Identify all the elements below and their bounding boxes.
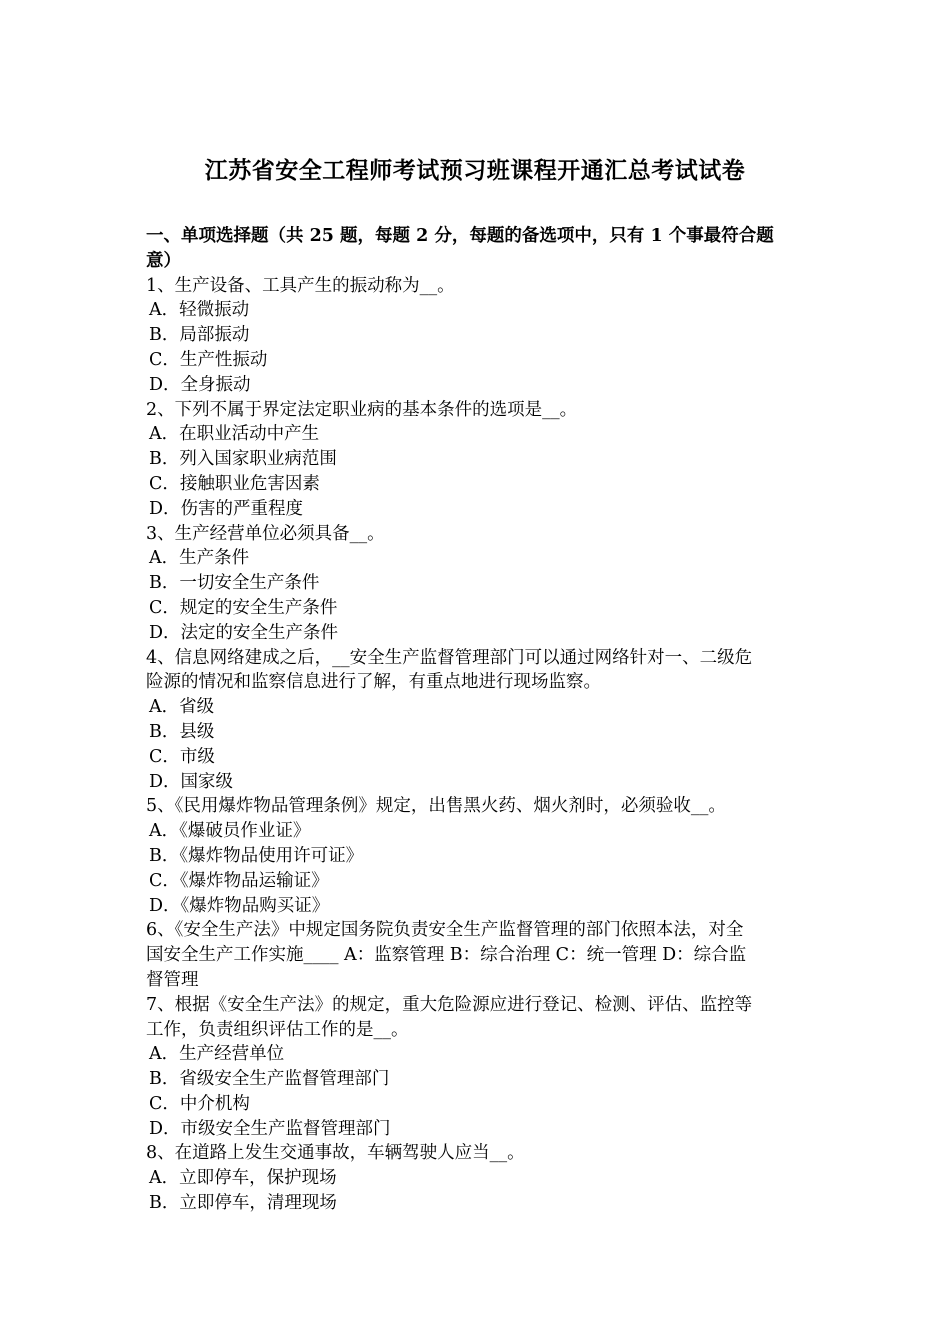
question-stem-line: 国安全生产工作实施____ A：监察管理 B：综合治理 C：统一管理 D：综合监 bbox=[146, 945, 747, 966]
question-item bbox=[146, 918, 808, 992]
question-stem-line: 督管理 bbox=[146, 969, 199, 990]
question-stem-line: 工作，负责组织评估工作的是__。 bbox=[146, 1019, 409, 1040]
question-stem-line: 8、在道路上发生交通事故，车辆驾驶人应当__。 bbox=[146, 1143, 525, 1164]
question-stem-line: 1、生产设备、工具产生的振动称为__。 bbox=[146, 275, 455, 296]
answer-option: B．一切安全生产条件 bbox=[149, 573, 320, 594]
answer-option: A．《爆破员作业证》 bbox=[149, 821, 311, 842]
question-list bbox=[146, 274, 808, 1216]
answer-option: B．县级 bbox=[149, 721, 215, 742]
answer-option: D．《爆炸物品购买证》 bbox=[149, 895, 330, 916]
answer-option: D．伤害的严重程度 bbox=[149, 498, 304, 519]
answer-option: C．中介机构 bbox=[149, 1093, 250, 1114]
answer-option: B．列入国家职业病范围 bbox=[149, 449, 337, 470]
question-stem-line: 7、根据《安全生产法》的规定，重大危险源应进行登记、检测、评估、监控等 bbox=[146, 994, 753, 1015]
question-item bbox=[146, 646, 808, 795]
question-item bbox=[146, 1141, 808, 1215]
answer-option: B．《爆炸物品使用许可证》 bbox=[149, 845, 364, 866]
question-stem-line: 险源的情况和监察信息进行了解，有重点地进行现场监察。 bbox=[146, 672, 601, 693]
question-stem-line: 3、生产经营单位必须具备__。 bbox=[146, 523, 385, 544]
document-title: 江苏省安全工程师考试预习班课程开通汇总考试试卷 bbox=[204, 157, 746, 184]
question-item bbox=[146, 522, 808, 646]
answer-option: A．生产经营单位 bbox=[149, 1044, 285, 1065]
answer-option: A．生产条件 bbox=[149, 548, 250, 569]
question-item bbox=[146, 993, 808, 1142]
question-item bbox=[146, 398, 808, 522]
section-heading bbox=[146, 224, 808, 274]
answer-option: C．规定的安全生产条件 bbox=[149, 597, 338, 618]
answer-option: A．省级 bbox=[149, 697, 215, 718]
section-heading-line: 意） bbox=[146, 250, 181, 271]
question-item bbox=[146, 274, 808, 398]
answer-option: A．轻微振动 bbox=[149, 300, 250, 321]
answer-option: B．省级安全生产监督管理部门 bbox=[149, 1069, 390, 1090]
answer-option: D．全身振动 bbox=[149, 374, 251, 395]
answer-option: D．市级安全生产监督管理部门 bbox=[149, 1118, 391, 1139]
answer-option: B．局部振动 bbox=[149, 325, 250, 346]
question-stem-line: 6、《安全生产法》中规定国务院负责安全生产监督管理的部门依照本法，对全 bbox=[146, 920, 744, 941]
answer-option: B．立即停车，清理现场 bbox=[149, 1193, 337, 1214]
section-heading-line: 一、单项选择题（共 25 题，每题 2 分，每题的备选项中，只有 1 个事最符合题 bbox=[146, 226, 774, 246]
answer-option: C．接触职业危害因素 bbox=[149, 473, 320, 494]
answer-option: D．法定的安全生产条件 bbox=[149, 622, 339, 643]
question-stem-line: 2、下列不属于界定法定职业病的基本条件的选项是__。 bbox=[146, 399, 578, 420]
answer-option: C．生产性振动 bbox=[149, 349, 268, 370]
question-stem-line: 4、信息网络建成之后，__安全生产监督管理部门可以通过网络针对一、二级危 bbox=[146, 647, 753, 668]
question-item bbox=[146, 794, 808, 918]
answer-option: D．国家级 bbox=[149, 771, 234, 792]
answer-option: A．在职业活动中产生 bbox=[149, 424, 320, 445]
answer-option: A．立即停车，保护现场 bbox=[149, 1168, 337, 1189]
answer-option: C．《爆炸物品运输证》 bbox=[149, 870, 329, 891]
question-stem-line: 5、《民用爆炸物品管理条例》规定，出售黑火药、烟火剂时，必须验收__。 bbox=[146, 796, 726, 817]
answer-option: C．市级 bbox=[149, 746, 215, 767]
document-body bbox=[146, 224, 808, 1216]
